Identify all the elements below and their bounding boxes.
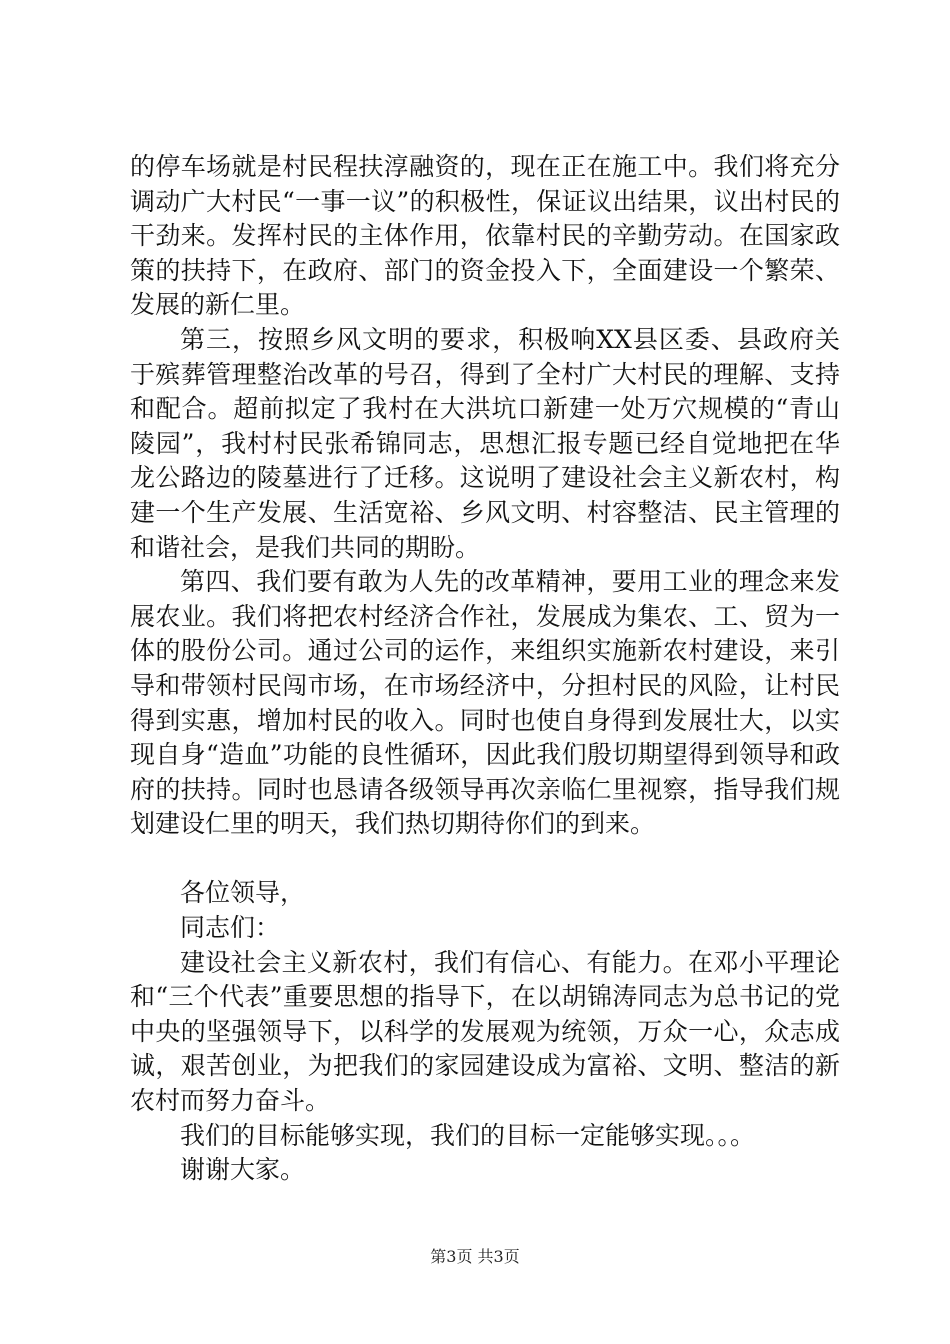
paragraph-closing: 建设社会主义新农村，我们有信心、有能力。在邓小平理论和“三个代表”重要思想的指导下，在以胡锦涛同志为总书记的党中央的坚强领导下，以科学的发展观为统领，万众一心，众志成诚，艰苦创业，为把我们的家园建设成为富裕、文明、整洁的新农村而努力奋斗。: [130, 947, 840, 1116]
paragraph-fourth-point: 第四、我们要有敢为人先的改革精神，要用工业的理念来发展农业。我们将把农村经济合作社，发展成为集农、工、贸为一体的股份公司。通过公司的运作，来组织实施新农村建设，来引导和带领村民闯市场，在市场经济中，分担村民的风险，让村民得到实惠，增加村民的收入。同时也使自身得到发展壮大，以实现自身“造血”功能的良性循环，因此我们殷切期望得到领导和政府的扶持。同时也恳请各级领导再次亲临仁里视察，指导我们规划建设仁里的明天，我们热切期待你们的到来。: [130, 567, 840, 839]
paragraph-thanks: 谢谢大家。: [180, 1155, 306, 1185]
page-number-footer: 第3页 共3页: [430, 1247, 520, 1266]
document-body: [130, 150, 840, 1188]
paragraph-continuation: 的停车场就是村民程扶淳融资的，现在正在施工中。我们将充分调动广大村民“一事一议”的积极性，保证议出结果，议出村民的干劲来。发挥村民的主体作用，依靠村民的辛勤劳动。在国家政策的扶持下，在政府、部门的资金投入下，全面建设一个繁荣、发展的新仁里。: [130, 152, 840, 320]
paragraph-third-point: 第三，按照乡风文明的要求，积极响XX县区委、县政府关于殡葬管理整治改革的号召，得到了全村广大村民的理解、支持和配合。超前拟定了我村在大洪坑口新建一处万穴规模的“青山陵园”，我村村民张希锦同志，思想汇报专题已经自觉地把在华龙公路边的陵墓进行了迁移。这说明了建设社会主义新农村，构建一个生产发展、生活宽裕、乡风文明、村容整洁、民主管理的和谐社会，是我们共同的期盼。: [130, 324, 840, 562]
paragraph-spacer: [130, 842, 840, 877]
salutation-leaders: 各位领导，: [180, 878, 306, 908]
paragraph-goal: 我们的目标能够实现，我们的目标一定能够实现。。。: [180, 1120, 756, 1150]
salutation-comrades: 同志们：: [180, 913, 281, 943]
